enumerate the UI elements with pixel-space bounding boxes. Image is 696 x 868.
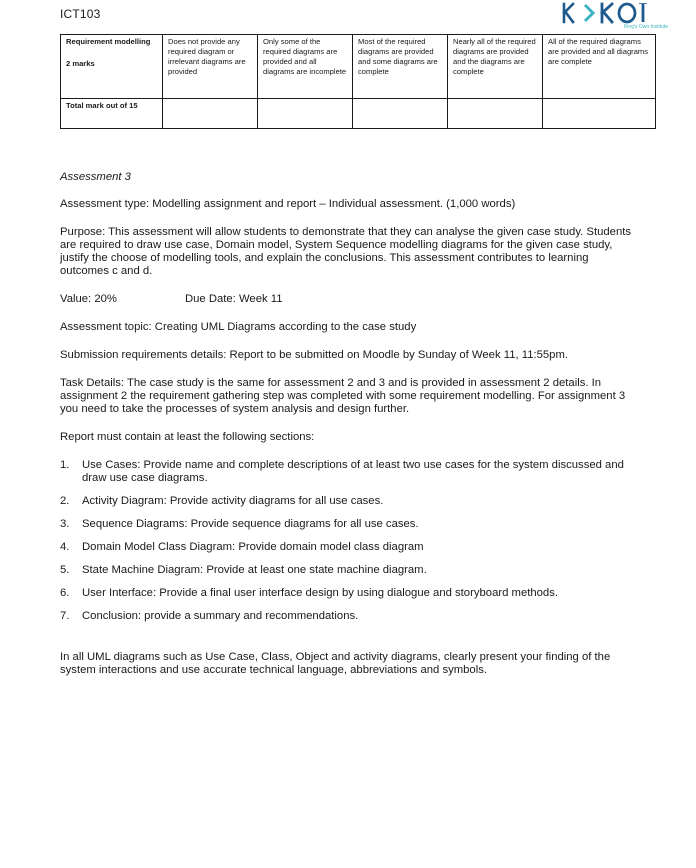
- list-item-number: 7.: [60, 610, 70, 622]
- level-cell-5: All of the required diagrams are provided and all diagrams are complete: [543, 35, 656, 99]
- value-due-row: [60, 293, 640, 306]
- assessment-type: Assessment type: Modelling assignment and report – Individual assessment. (1,000 words): [60, 198, 516, 210]
- list-item-number: 5.: [60, 564, 70, 576]
- course-code: ICT103: [60, 7, 101, 21]
- total-empty-cell: [448, 99, 543, 129]
- assessment-heading: Assessment 3: [60, 171, 131, 183]
- list-item-text: Domain Model Class Diagram: Provide domain model class diagram: [82, 541, 424, 553]
- list-item-number: 1.: [60, 459, 70, 471]
- rubric-table: [60, 34, 656, 129]
- assessment-value: Value: 20%: [60, 293, 117, 305]
- list-item: [60, 459, 640, 485]
- list-item-number: 4.: [60, 541, 70, 553]
- criterion-cell: [61, 35, 163, 99]
- level-cell-2: Only some of the required diagrams are provided and all diagrams are incomplete: [258, 35, 353, 99]
- list-item: [60, 564, 640, 577]
- list-item: [60, 541, 640, 554]
- assessment-due-date: Due Date: Week 11: [184, 293, 283, 305]
- criterion-name: Requirement modelling: [66, 37, 151, 46]
- list-item-number: 3.: [60, 518, 70, 530]
- total-label-cell: [61, 99, 163, 129]
- list-item: [60, 518, 640, 531]
- page-header: [60, 7, 668, 37]
- level-cell-4: Nearly all of the required diagrams are provided and the diagrams are complete: [448, 35, 543, 99]
- list-item-text: User Interface: Provide a final user interface design by using dialogue and storyboard methods.: [82, 587, 558, 599]
- list-item: [60, 495, 640, 508]
- list-item: [60, 587, 640, 600]
- rubric-row-requirement-modelling: [61, 35, 656, 99]
- level-cell-1: Does not provide any required diagram or irrelevant diagrams are provided: [163, 35, 258, 99]
- report-intro: Report must contain at least the following sections:: [60, 431, 315, 443]
- assessment-topic: Assessment topic: Creating UML Diagrams according to the case study: [60, 321, 417, 333]
- total-empty-cell: [258, 99, 353, 129]
- level-cell-3: Most of the required diagrams are provided and some diagrams are complete: [353, 35, 448, 99]
- total-empty-cell: [353, 99, 448, 129]
- total-empty-cell: [163, 99, 258, 129]
- list-item: [60, 610, 640, 623]
- report-sections-list: [60, 459, 640, 623]
- list-item-text: Use Cases: Provide name and complete descriptions of at least two use cases for the system discussed and draw use case diagrams.: [82, 459, 624, 484]
- criterion-marks: 2 marks: [66, 59, 95, 68]
- submission-details: Submission requirements details: Report to be submitted on Moodle by Sunday of Week 11, 11:55pm.: [60, 349, 569, 361]
- total-label: Total mark out of 15: [66, 101, 138, 110]
- list-item-text: State Machine Diagram: Provide at least one state machine diagram.: [82, 564, 427, 576]
- assessment-body: [60, 171, 640, 677]
- list-item-number: 2.: [60, 495, 70, 507]
- list-item-text: Sequence Diagrams: Provide sequence diagrams for all use cases.: [82, 518, 419, 530]
- list-item-number: 6.: [60, 587, 70, 599]
- task-details: Task Details: The case study is the same for assessment 2 and 3 and is provided in assessment 2 details. In assignment 2 the requirement gathering step was completed with some requirement modelling. For assignment 3 you need to take the processes of system analysis and design further.: [60, 377, 626, 415]
- total-empty-cell: [543, 99, 656, 129]
- list-item-text: Conclusion: provide a summary and recommendations.: [82, 610, 359, 622]
- assessment-purpose: Purpose: This assessment will allow students to demonstrate that they can analyse the given case study. Students are required to draw use case, Domain model, System Sequence modelling diagrams for the given case study, justify the choose of modelling tools, and explain the conclusions. This assessment contributes to learning outcomes c and d.: [60, 226, 632, 277]
- koi-logo: [558, 1, 668, 35]
- closing-paragraph: In all UML diagrams such as Use Case, Class, Object and activity diagrams, clearly present your finding of the system interactions and use accurate technical language, abbreviations and symbols.: [60, 651, 611, 676]
- rubric-row-total: [61, 99, 656, 129]
- list-item-text: Activity Diagram: Provide activity diagrams for all use cases.: [82, 495, 384, 507]
- logo-caption: King's Own Institute: [623, 24, 668, 30]
